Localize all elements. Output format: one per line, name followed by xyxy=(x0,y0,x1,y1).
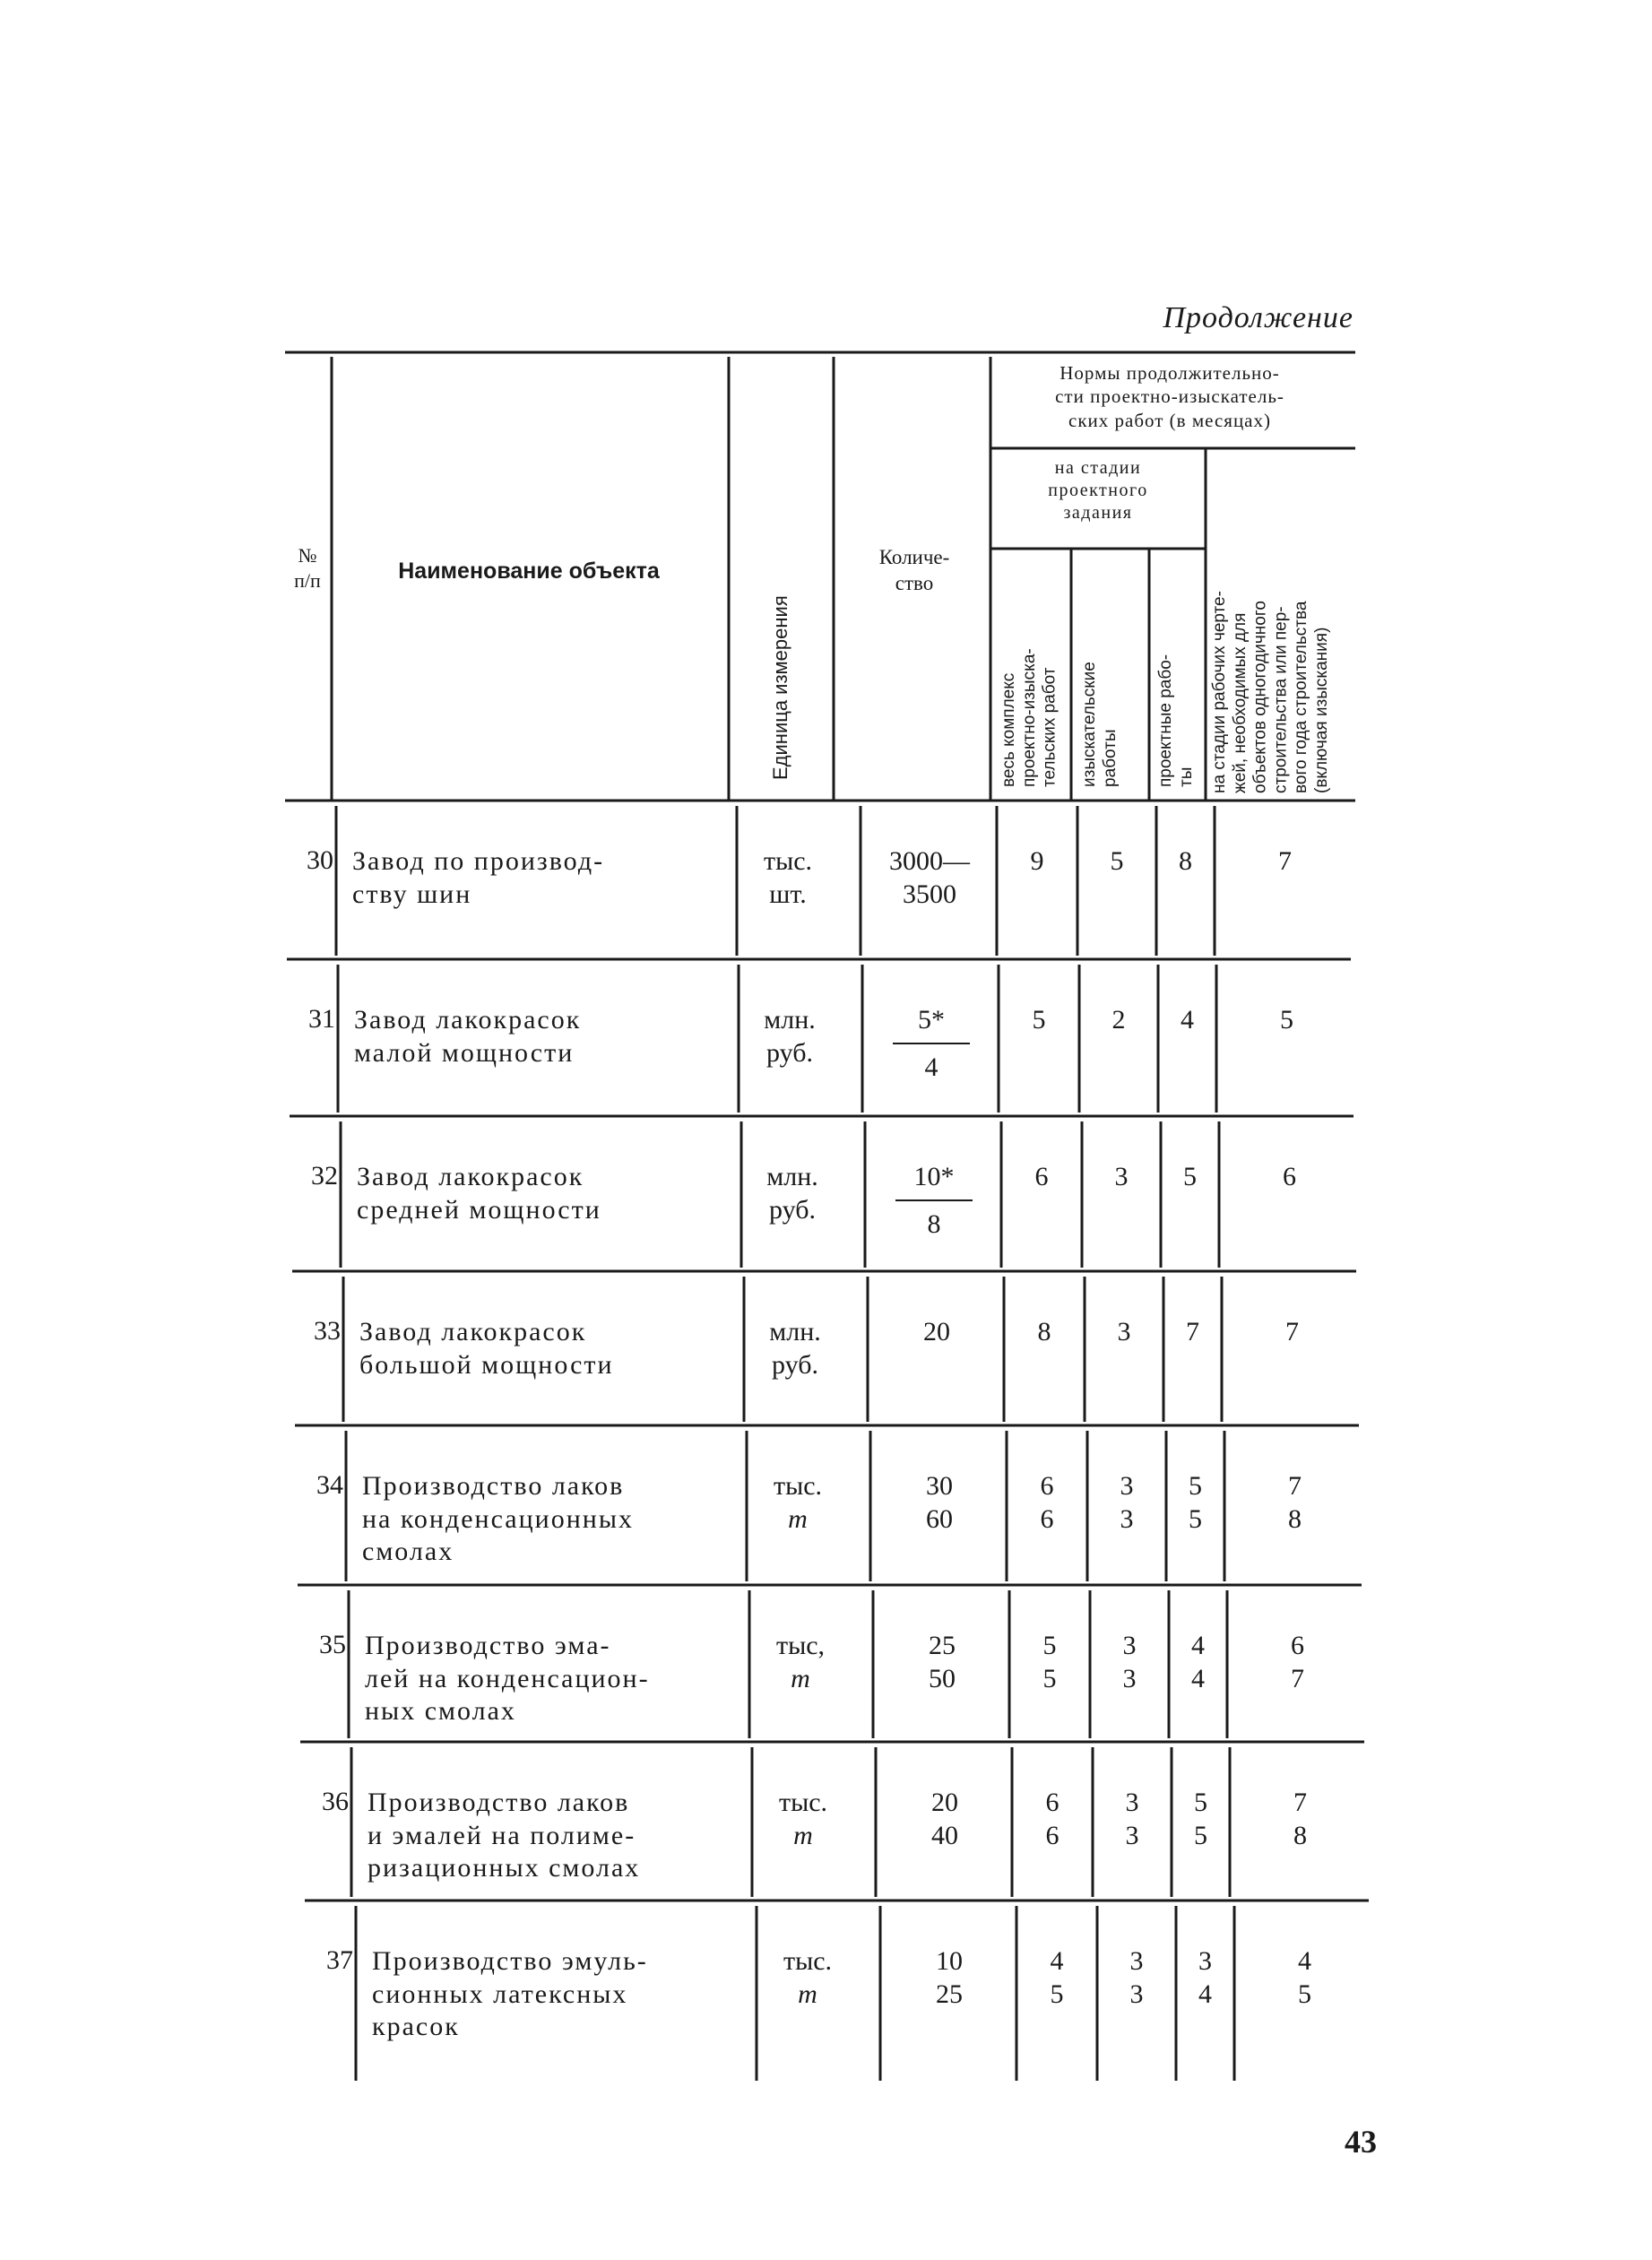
total-months-cell xyxy=(1009,1630,1090,1695)
month-value: 4 xyxy=(1191,1631,1205,1660)
month-value: 7 xyxy=(1278,846,1292,876)
object-name xyxy=(357,1161,729,1226)
object-name xyxy=(372,1945,744,2044)
working-months-cell xyxy=(1216,1004,1357,1037)
quantity-denominator: 4 xyxy=(893,1043,970,1085)
quantity-cell xyxy=(872,1470,1007,1536)
quantity-value: 3500 xyxy=(903,879,956,909)
survey-months-cell xyxy=(1090,1630,1169,1695)
header-quantity: Количе- ство xyxy=(878,546,950,594)
unit-cell xyxy=(740,1004,839,1069)
unit-value: тыс. xyxy=(773,1471,823,1501)
unit-value: тыс, xyxy=(775,1631,826,1660)
object-name-line: Завод по производ- xyxy=(352,846,605,876)
object-name xyxy=(359,1316,731,1381)
survey-months-cell xyxy=(1082,1161,1161,1194)
total-months-cell xyxy=(1012,1787,1093,1852)
quantity-value: 60 xyxy=(926,1503,953,1534)
row-number: 36 xyxy=(322,1787,349,1816)
unit-cell xyxy=(758,1945,857,2011)
month-value: 4 xyxy=(1181,1005,1194,1035)
quantity-cell xyxy=(867,1161,1001,1241)
quantity-cell xyxy=(875,1630,1009,1695)
quantity-cell xyxy=(878,1787,1012,1852)
month-value: 5 xyxy=(1050,1979,1064,2009)
row-number: 37 xyxy=(326,1945,353,1975)
quantity-cell xyxy=(862,845,997,911)
quantity-cell xyxy=(882,1945,1016,2011)
working-months-cell xyxy=(1222,1316,1362,1349)
design-months-cell xyxy=(1166,1470,1224,1536)
unit-value: т xyxy=(798,1979,817,2009)
design-months-cell xyxy=(1158,1004,1216,1037)
object-name xyxy=(354,1004,726,1069)
row-number: 31 xyxy=(308,1004,335,1034)
header-project-stage: на стадии проектного задания xyxy=(1048,458,1148,523)
unit-cell xyxy=(743,1161,842,1226)
survey-months-cell xyxy=(1085,1316,1163,1349)
header-object-name: Наименование объекта xyxy=(398,559,660,584)
object-name-line: Завод лакокрасок xyxy=(354,1005,582,1035)
object-name-line: сионных латексных xyxy=(372,1979,628,2009)
row-number: 30 xyxy=(307,845,333,875)
object-name-line: смолах xyxy=(362,1537,454,1567)
month-value: 7 xyxy=(1186,1317,1199,1346)
month-value: 5 xyxy=(1042,1631,1057,1660)
month-value: 6 xyxy=(1034,1162,1049,1191)
row-number: 34 xyxy=(316,1470,343,1500)
unit-value: млн. xyxy=(769,1317,821,1346)
header-working-drawings: на стадии рабочих черте- жей, необходимых для объектов одногодичного строительства или пер- вого года строительства (включая изыскания) xyxy=(1210,591,1331,793)
object-name-line: средней мощности xyxy=(357,1194,601,1225)
object-name xyxy=(362,1470,734,1569)
month-value: 3 xyxy=(1198,1946,1212,1976)
month-value: 5 xyxy=(1189,1503,1202,1534)
object-name xyxy=(365,1630,737,1728)
design-months-cell xyxy=(1156,845,1215,879)
working-months-cell xyxy=(1227,1630,1368,1695)
design-months-cell xyxy=(1161,1161,1219,1194)
month-value: 9 xyxy=(1030,846,1044,876)
month-value: 4 xyxy=(1198,1979,1212,2009)
month-value: 6 xyxy=(1040,1471,1054,1501)
header-total-complex: весь комплекс проектно-изыска- тельских работ xyxy=(999,648,1060,787)
object-name-line: Производство лаков xyxy=(362,1471,625,1501)
total-months-cell xyxy=(999,1004,1079,1037)
month-value: 6 xyxy=(1291,1631,1304,1660)
object-name xyxy=(352,845,724,911)
month-value: 3 xyxy=(1129,1979,1144,2009)
quantity-value: 20 xyxy=(923,1317,950,1346)
month-value: 6 xyxy=(1045,1820,1060,1850)
month-value: 6 xyxy=(1045,1788,1060,1817)
month-value: 7 xyxy=(1293,1788,1307,1817)
month-value: 5 xyxy=(1183,1162,1197,1191)
working-months-cell xyxy=(1230,1787,1371,1852)
header-norms-group: Нормы продолжительно- сти проектно-изыскатель- ских работ (в месяцах) xyxy=(1055,362,1284,431)
quantity-value: 20 xyxy=(931,1788,958,1817)
month-value: 3 xyxy=(1122,1663,1137,1693)
survey-months-cell xyxy=(1079,1004,1158,1037)
month-value: 6 xyxy=(1040,1503,1054,1534)
month-value: 3 xyxy=(1120,1471,1134,1501)
design-months-cell xyxy=(1176,1945,1234,2011)
quantity-numerator: 10* xyxy=(913,1162,955,1191)
quantity-value: 3000— xyxy=(889,846,970,876)
object-name-line: Производство эмуль- xyxy=(372,1946,648,1976)
month-value: 4 xyxy=(1298,1946,1311,1976)
unit-cell xyxy=(739,845,837,911)
object-name-line: красок xyxy=(372,2012,460,2042)
design-months-cell xyxy=(1169,1630,1227,1695)
unit-value: т xyxy=(793,1820,813,1850)
design-months-cell xyxy=(1163,1316,1222,1349)
quantity-value: 10 xyxy=(936,1946,963,1976)
working-months-cell xyxy=(1224,1470,1365,1536)
total-months-cell xyxy=(1016,1945,1097,2011)
month-value: 3 xyxy=(1120,1503,1134,1534)
row-number: 32 xyxy=(311,1161,338,1191)
month-value: 8 xyxy=(1179,846,1192,876)
working-months-cell xyxy=(1215,845,1355,879)
object-name-line: Завод лакокрасок xyxy=(359,1317,587,1346)
month-value: 3 xyxy=(1125,1820,1139,1850)
month-value: 5 xyxy=(1280,1005,1293,1035)
unit-cell xyxy=(754,1787,852,1852)
quantity-numerator: 5* xyxy=(918,1005,945,1035)
object-name-line: Завод лакокрасок xyxy=(357,1162,584,1191)
month-value: 5 xyxy=(1032,1005,1046,1035)
unit-cell xyxy=(746,1316,844,1381)
month-value: 5 xyxy=(1110,846,1124,876)
survey-months-cell xyxy=(1097,1945,1176,2011)
month-value: 7 xyxy=(1285,1317,1299,1346)
month-value: 5 xyxy=(1194,1820,1207,1850)
month-value: 2 xyxy=(1111,1005,1126,1035)
object-name-line: малой мощности xyxy=(354,1037,575,1068)
unit-value: тыс. xyxy=(763,846,813,876)
month-value: 5 xyxy=(1189,1471,1202,1501)
object-name-line: на конденсационных xyxy=(362,1503,634,1534)
month-value: 5 xyxy=(1042,1663,1057,1693)
object-name xyxy=(368,1787,740,1885)
total-months-cell xyxy=(1007,1470,1087,1536)
month-value: 8 xyxy=(1288,1503,1302,1534)
object-name-line: лей на конденсацион- xyxy=(365,1663,650,1693)
month-value: 8 xyxy=(1293,1820,1307,1850)
total-months-cell xyxy=(997,845,1077,879)
unit-value: млн. xyxy=(766,1162,818,1191)
page-number: 43 xyxy=(1345,2124,1377,2160)
quantity-cell xyxy=(864,1004,999,1084)
month-value: 5 xyxy=(1194,1788,1207,1817)
row-number: 35 xyxy=(319,1630,346,1659)
object-name-line: Производство эма- xyxy=(365,1631,611,1660)
header-row-number-text: № п/п xyxy=(294,544,321,592)
month-value: 3 xyxy=(1117,1317,1131,1346)
quantity-value: 30 xyxy=(926,1471,953,1501)
object-name-line: ризационных смолах xyxy=(368,1853,641,1883)
quantity-value: 50 xyxy=(929,1663,956,1693)
header-unit: Единица измерения xyxy=(769,595,791,780)
unit-cell xyxy=(751,1630,850,1695)
quantity-value: 25 xyxy=(929,1631,956,1660)
unit-value: руб. xyxy=(766,1037,813,1068)
survey-months-cell xyxy=(1087,1470,1166,1536)
month-value: 3 xyxy=(1125,1788,1139,1817)
survey-months-cell xyxy=(1077,845,1156,879)
month-value: 4 xyxy=(1050,1946,1064,1976)
unit-value: шт. xyxy=(769,879,807,909)
month-value: 7 xyxy=(1291,1663,1304,1693)
object-name-line: и эмалей на полиме- xyxy=(368,1820,636,1850)
month-value: 6 xyxy=(1283,1162,1296,1191)
design-months-cell xyxy=(1172,1787,1230,1852)
header-survey-works: изыскательские работы xyxy=(1080,662,1120,787)
header-row-number xyxy=(285,543,330,593)
unit-value: руб. xyxy=(772,1349,818,1380)
object-name-line: ству шин xyxy=(352,879,472,909)
header-design-works: проектные рабо- ты xyxy=(1156,654,1196,787)
object-name-line: ных смолах xyxy=(365,1696,516,1727)
quantity-denominator: 8 xyxy=(895,1199,973,1242)
quantity-cell xyxy=(869,1316,1004,1349)
month-value: 7 xyxy=(1288,1471,1302,1501)
unit-cell xyxy=(748,1470,847,1536)
object-name-line: большой мощности xyxy=(359,1349,614,1380)
unit-value: млн. xyxy=(764,1005,816,1035)
unit-value: руб. xyxy=(769,1194,816,1225)
unit-value: тыс. xyxy=(778,1788,828,1817)
row-number: 33 xyxy=(314,1316,341,1346)
month-value: 3 xyxy=(1114,1162,1129,1191)
month-value: 8 xyxy=(1037,1317,1051,1346)
object-name-line: Производство лаков xyxy=(368,1788,630,1817)
quantity-value: 25 xyxy=(936,1979,963,2009)
total-months-cell xyxy=(1004,1316,1085,1349)
month-value: 3 xyxy=(1122,1631,1137,1660)
unit-value: т xyxy=(791,1663,810,1693)
total-months-cell xyxy=(1001,1161,1082,1194)
unit-value: тыс. xyxy=(783,1946,833,1976)
working-months-cell xyxy=(1234,1945,1375,2011)
quantity-value: 40 xyxy=(931,1820,958,1850)
survey-months-cell xyxy=(1093,1787,1172,1852)
unit-value: т xyxy=(788,1503,808,1534)
month-value: 4 xyxy=(1191,1663,1205,1693)
working-months-cell xyxy=(1219,1161,1360,1194)
month-value: 3 xyxy=(1129,1946,1144,1976)
month-value: 5 xyxy=(1298,1979,1311,2009)
continuation-label: Продолжение xyxy=(1163,301,1354,334)
